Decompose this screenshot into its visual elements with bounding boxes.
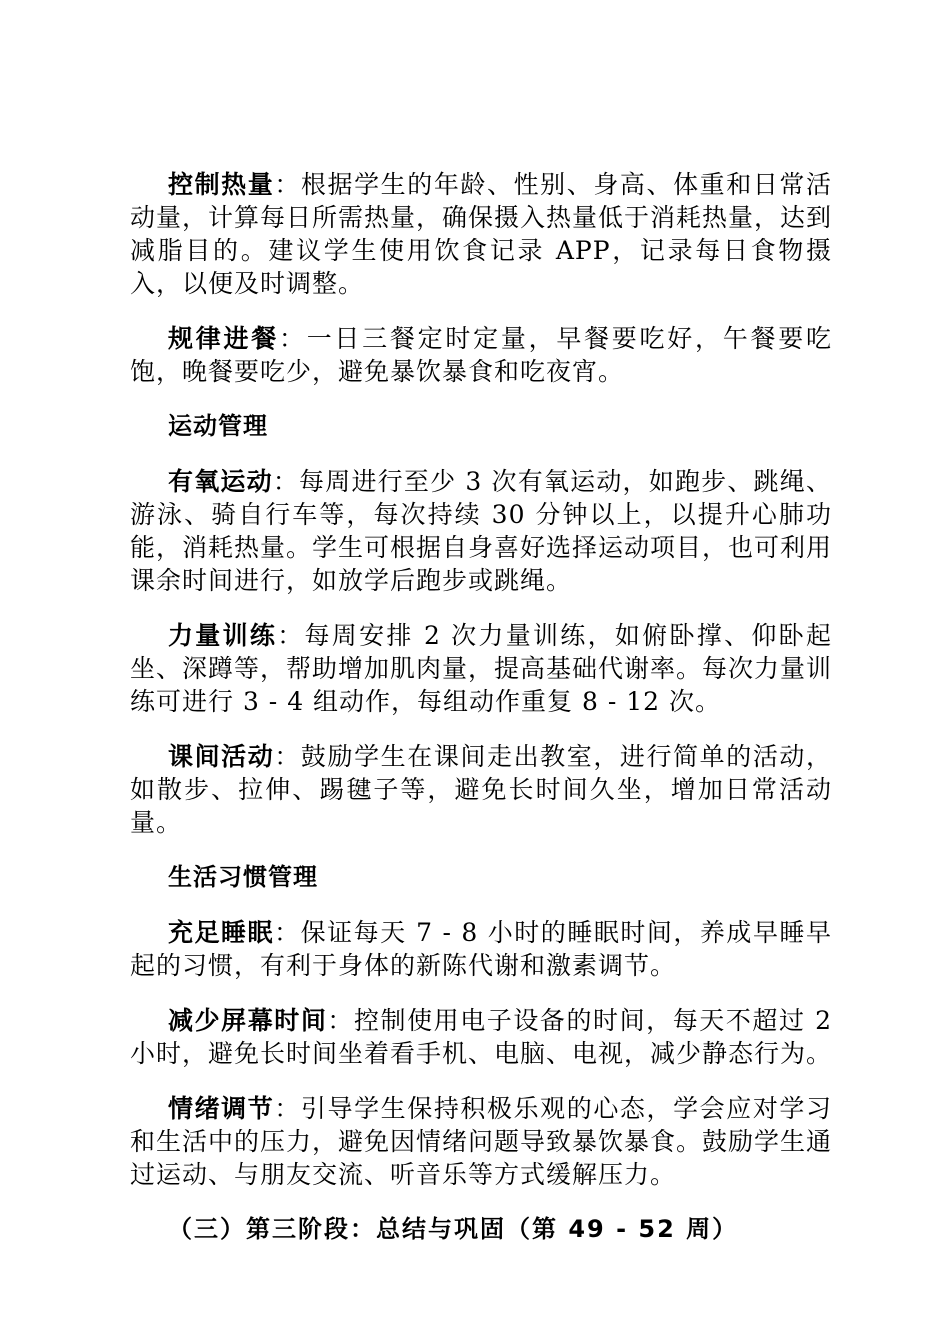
document-page xyxy=(130,168,832,1246)
body-break-activity: ：鼓励学生在课间走出教室，进行简单的活动，如散步、拉伸、踢毽子等，避免长时间久坐，增加日常活动量。 xyxy=(130,742,832,837)
term-calorie-control: 控制热量 xyxy=(168,170,275,199)
term-break-activity: 课间活动 xyxy=(168,742,275,771)
body-emotion: ：引导学生保持积极乐观的心态，学会应对学习和生活中的压力，避免因情绪问题导致暴饮暴食。鼓励学生通过运动、与朋友交流、听音乐等方式缓解压力。 xyxy=(130,1094,833,1189)
body-screen-time: ：控制使用电子设备的时间，每天不超过 2 小时，避免长时间坐着看手机、电脑、电视，减少静态行为。 xyxy=(130,1006,833,1068)
term-regular-meals: 规律进餐 xyxy=(168,324,279,353)
paragraph-emotion xyxy=(130,1092,832,1191)
body-strength: ：每周安排 2 次力量训练，如俯卧撑、仰卧起坐、深蹲等，帮助增加肌肉量，提高基础代谢率。每次力量训练可进行 3 - 4 组动作，每组动作重复 8 - 12 次。 xyxy=(130,621,833,716)
term-screen-time: 减少屏幕时间 xyxy=(168,1006,328,1035)
heading-exercise-management: 运动管理 xyxy=(168,412,268,440)
term-sleep: 充足睡眠 xyxy=(168,918,275,947)
body-aerobic: ：每周进行至少 3 次有氧运动，如跑步、跳绳、游泳、骑自行车等，每次持续 30 分钟以上，以提升心肺功能，消耗热量。学生可根据自身喜好选择运动项目，也可利用课余时间进行，如放学后跑步或跳绳。 xyxy=(130,467,833,595)
paragraph-aerobic xyxy=(130,465,832,597)
paragraph-calorie-control xyxy=(130,168,832,300)
term-strength: 力量训练 xyxy=(168,621,278,650)
paragraph-screen-time xyxy=(130,1004,832,1070)
body-regular-meals: ：一日三餐定时定量，早餐要吃好，午餐要吃饱，晚餐要吃少，避免暴饮暴食和吃夜宵。 xyxy=(130,324,832,386)
paragraph-strength xyxy=(130,619,832,718)
body-sleep: ：保证每天 7 - 8 小时的睡眠时间，养成早睡早起的习惯，有利于身体的新陈代谢和激素调节。 xyxy=(130,918,832,980)
term-emotion: 情绪调节 xyxy=(168,1094,275,1123)
paragraph-break-activity xyxy=(130,740,832,839)
paragraph-regular-meals xyxy=(130,322,832,388)
term-aerobic: 有氧运动 xyxy=(168,467,273,496)
body-calorie-control: ：根据学生的年龄、性别、身高、体重和日常活动量，计算每日所需热量，确保摄入热量低于消耗热量，达到减脂目的。建议学生使用饮食记录 APP，记录每日食物摄入，以便及时调整。 xyxy=(130,170,833,298)
heading-stage-three: （三）第三阶段：总结与巩固（第 49 - 52 周） xyxy=(168,1215,739,1243)
paragraph-sleep xyxy=(130,916,832,982)
heading-lifestyle-management: 生活习惯管理 xyxy=(168,863,318,891)
